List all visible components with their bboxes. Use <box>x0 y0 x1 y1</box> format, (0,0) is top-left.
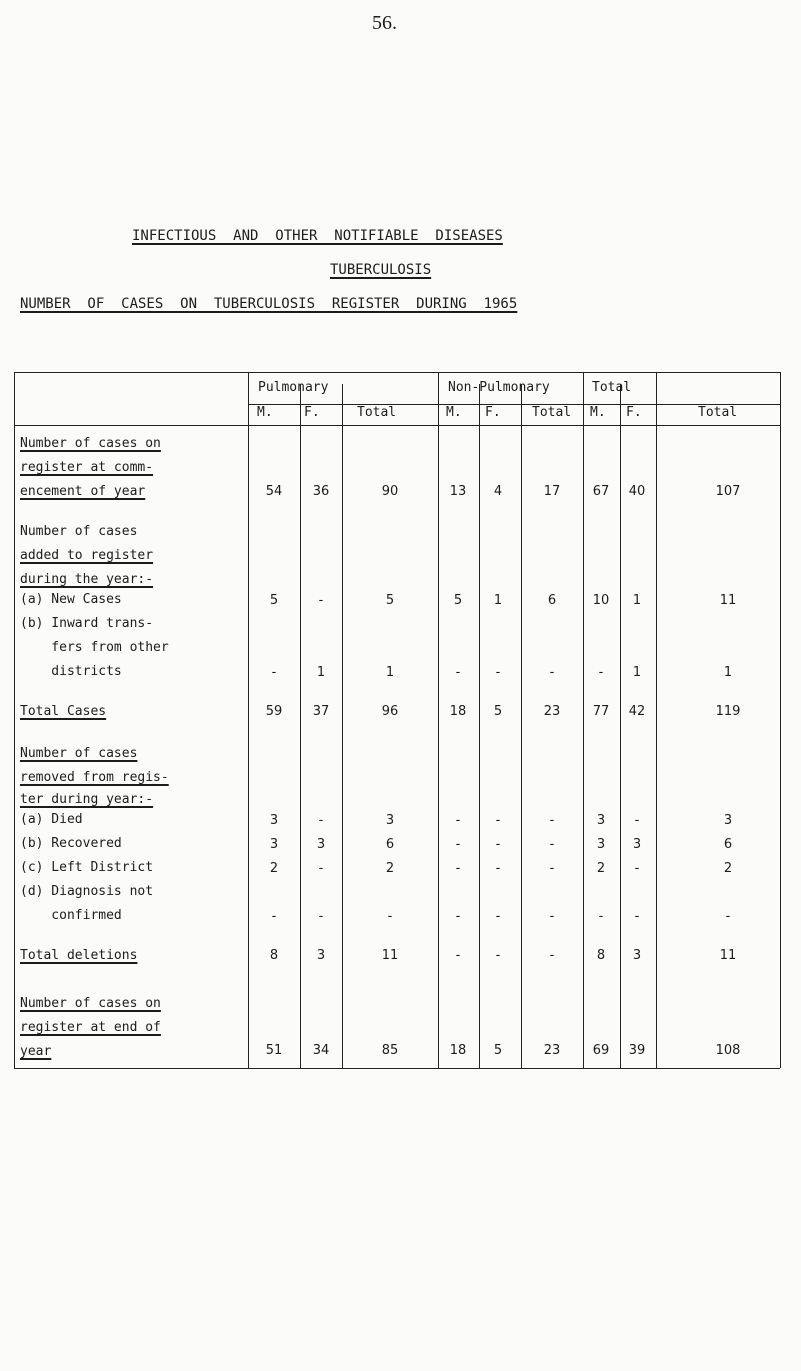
cell: - <box>495 837 501 852</box>
row-label: (c) Left District <box>20 860 154 875</box>
col-divider <box>248 372 249 1068</box>
cell: 90 <box>381 484 399 499</box>
cell: 10 <box>592 593 610 608</box>
cell: 1 <box>632 593 642 608</box>
cell: - <box>495 948 501 963</box>
row-label: (b) Recovered <box>20 836 122 851</box>
cell: - <box>271 665 277 680</box>
section-label: added to register <box>20 548 154 563</box>
col-header-total: Total <box>698 405 738 420</box>
row-label: Number of cases on <box>20 996 161 1011</box>
cell: - <box>634 909 640 924</box>
cell: 2 <box>269 861 279 876</box>
cell: - <box>495 909 501 924</box>
col-header-f: F. <box>304 405 320 420</box>
cell: 39 <box>628 1043 646 1058</box>
cell: 3 <box>269 813 279 828</box>
cell: 3 <box>596 837 606 852</box>
row-label: register at comm- <box>20 460 154 475</box>
cell: 96 <box>381 704 399 719</box>
row-label: Number of cases on <box>20 436 161 451</box>
cell: - <box>549 665 555 680</box>
cell: - <box>318 813 324 828</box>
row-label: register at end of <box>20 1020 161 1035</box>
cell: 3 <box>723 813 733 828</box>
cell: - <box>318 909 324 924</box>
cell: 1 <box>316 665 326 680</box>
cell: - <box>455 948 461 963</box>
row-label: (a) New Cases <box>20 592 122 607</box>
cell: 3 <box>385 813 395 828</box>
col-header-f: F. <box>626 405 642 420</box>
col-divider <box>438 372 439 1068</box>
col-divider <box>521 384 522 1068</box>
cell: 11 <box>719 593 737 608</box>
section-label: Number of cases <box>20 746 138 761</box>
col-header-f: F. <box>485 405 501 420</box>
cell: 37 <box>312 704 330 719</box>
cell: - <box>598 665 604 680</box>
cell: 13 <box>449 484 467 499</box>
cell: - <box>549 909 555 924</box>
cell: 8 <box>596 948 606 963</box>
cell: 5 <box>493 704 503 719</box>
cell: 42 <box>628 704 646 719</box>
cell: 119 <box>715 704 741 719</box>
cell: 1 <box>493 593 503 608</box>
cell: 2 <box>596 861 606 876</box>
cell: 3 <box>632 837 642 852</box>
row-label: Total Cases <box>20 704 107 719</box>
cell: 5 <box>269 593 279 608</box>
cell: 1 <box>632 665 642 680</box>
cell: - <box>455 861 461 876</box>
cell: 34 <box>312 1043 330 1058</box>
col-header-m: M. <box>590 405 606 420</box>
cell: 6 <box>723 837 733 852</box>
col-header-total: Total <box>357 405 397 420</box>
left-border <box>14 372 15 1068</box>
cell: 17 <box>543 484 561 499</box>
cell: 3 <box>316 837 326 852</box>
row-label: districts <box>20 664 122 679</box>
cell: - <box>495 813 501 828</box>
cell: 2 <box>385 861 395 876</box>
cell: 3 <box>596 813 606 828</box>
row-label: (d) Diagnosis not <box>20 884 154 899</box>
cell: 18 <box>449 1043 467 1058</box>
right-border <box>780 372 781 1068</box>
cell: 23 <box>543 704 561 719</box>
cell: 3 <box>316 948 326 963</box>
cell: 69 <box>592 1043 610 1058</box>
cell: - <box>271 909 277 924</box>
cell: 5 <box>493 1043 503 1058</box>
cell: 85 <box>381 1043 399 1058</box>
col-header-m: M. <box>257 405 273 420</box>
cell: 36 <box>312 484 330 499</box>
cell: 3 <box>269 837 279 852</box>
cell: 59 <box>265 704 283 719</box>
cell: 54 <box>265 484 283 499</box>
table-top-border <box>14 372 780 373</box>
section-label: ter during year:- <box>20 792 154 807</box>
row-label: fers from other <box>20 640 169 655</box>
cell: 4 <box>493 484 503 499</box>
cell: 5 <box>453 593 463 608</box>
group-header-non-pulmonary: Non-Pulmonary <box>448 380 550 395</box>
row-label: (b) Inward trans- <box>20 616 154 631</box>
table-bottom-border <box>14 1068 780 1069</box>
cell: 23 <box>543 1043 561 1058</box>
cell: - <box>495 861 501 876</box>
col-divider <box>342 384 343 1068</box>
cell: 2 <box>723 861 733 876</box>
cell: 8 <box>269 948 279 963</box>
cell: - <box>387 909 393 924</box>
row-label: (a) Died <box>20 812 83 827</box>
cell: 3 <box>632 948 642 963</box>
cell: - <box>598 909 604 924</box>
cell: 1 <box>723 665 733 680</box>
cell: 77 <box>592 704 610 719</box>
cell: - <box>455 837 461 852</box>
row-label: encement of year <box>20 484 146 499</box>
section-label: removed from regis- <box>20 770 169 785</box>
group-header-total: Total <box>592 380 632 395</box>
cell: - <box>318 593 324 608</box>
group-header-pulmonary: Pulmonary <box>258 380 329 395</box>
cell: 1 <box>385 665 395 680</box>
cell: 18 <box>449 704 467 719</box>
cell: 51 <box>265 1043 283 1058</box>
cell: - <box>725 909 731 924</box>
cell: 40 <box>628 484 646 499</box>
cell: - <box>549 861 555 876</box>
section-label: Number of cases <box>20 524 138 539</box>
section-label: during the year:- <box>20 572 154 587</box>
cell: - <box>549 948 555 963</box>
cell: - <box>455 909 461 924</box>
cell: - <box>549 837 555 852</box>
cell: 6 <box>547 593 557 608</box>
page-number: 56. <box>372 12 397 34</box>
col-divider <box>583 372 584 1068</box>
cell: 67 <box>592 484 610 499</box>
cell: - <box>549 813 555 828</box>
cell: - <box>455 813 461 828</box>
col-header-total: Total <box>532 405 572 420</box>
col-divider <box>656 372 657 1068</box>
cell: - <box>634 861 640 876</box>
cell: - <box>318 861 324 876</box>
cell: 5 <box>385 593 395 608</box>
header-bottom-border <box>14 425 780 426</box>
cell: 108 <box>715 1043 741 1058</box>
col-header-m: M. <box>446 405 462 420</box>
cell: 6 <box>385 837 395 852</box>
cell: 107 <box>715 484 741 499</box>
cell: 11 <box>719 948 737 963</box>
row-label: confirmed <box>20 908 122 923</box>
cell: - <box>634 813 640 828</box>
cell: - <box>455 665 461 680</box>
cell: 11 <box>381 948 399 963</box>
row-label: year <box>20 1044 52 1059</box>
cell: - <box>495 665 501 680</box>
row-label: Total deletions <box>20 948 138 963</box>
